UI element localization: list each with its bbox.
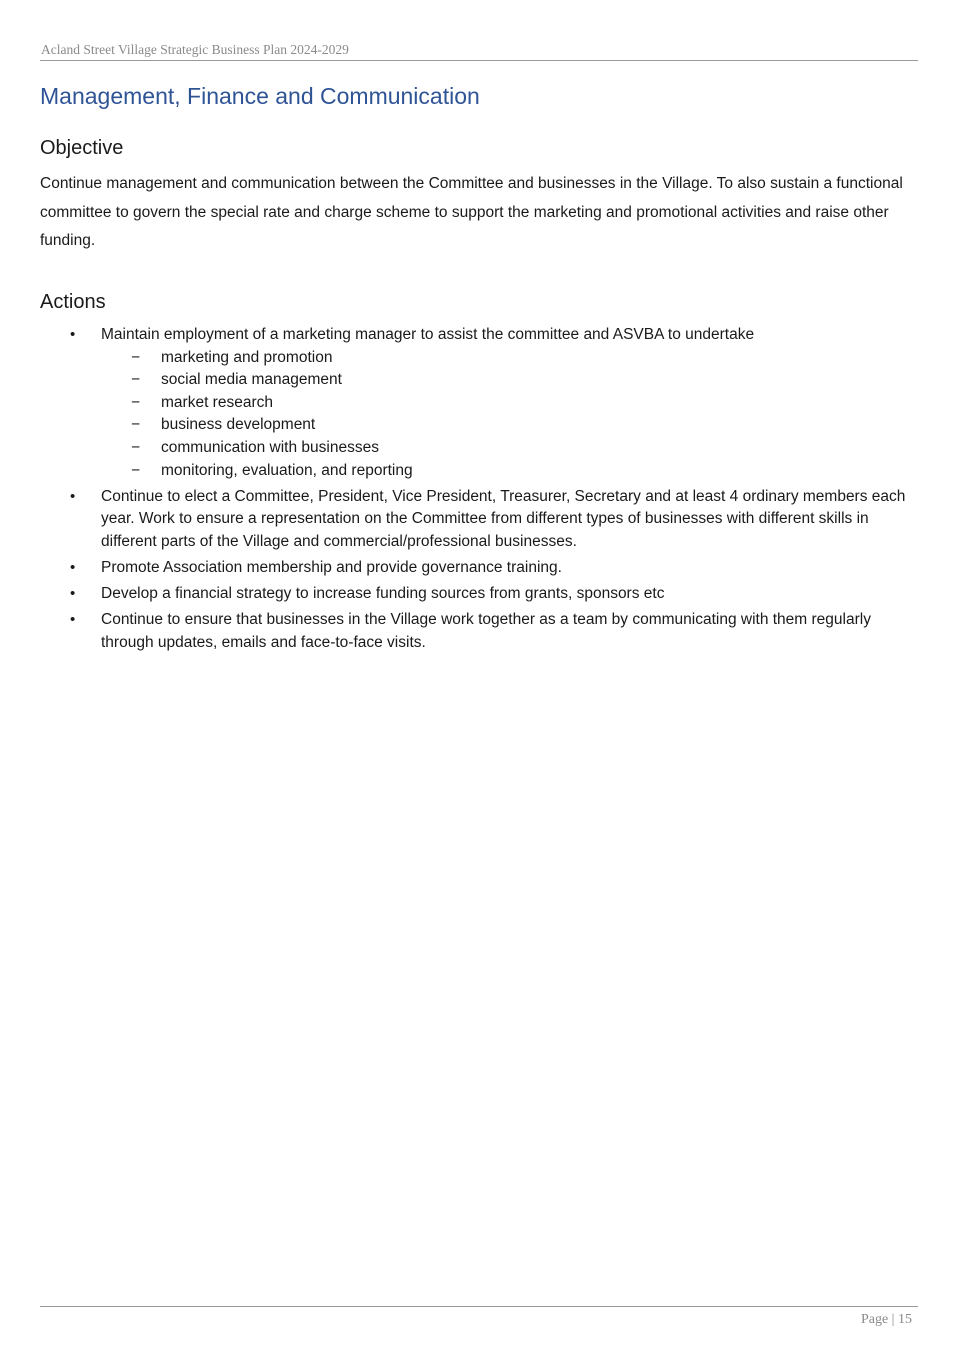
page-footer bbox=[40, 1306, 918, 1327]
bullet-icon: • bbox=[70, 558, 76, 576]
sub-item-text: social media management bbox=[161, 371, 342, 389]
dash-icon: − bbox=[131, 438, 141, 456]
bullet-icon: • bbox=[70, 487, 76, 505]
action-text: Continue to ensure that businesses in the Village work together as a team by communicating with them regularly through updates, emails and face-to-face visits. bbox=[101, 611, 871, 651]
action-item-marketing-manager bbox=[40, 324, 910, 482]
actions-heading: Actions bbox=[40, 291, 106, 313]
action-item-membership-training bbox=[40, 557, 910, 580]
bullet-icon: • bbox=[70, 611, 76, 629]
dash-icon: − bbox=[131, 393, 141, 411]
action-item-teamwork-communication bbox=[40, 609, 910, 654]
sub-item-text: communication with businesses bbox=[161, 438, 379, 456]
sub-list-item bbox=[101, 392, 910, 415]
dash-icon: − bbox=[131, 416, 141, 434]
running-header-title: Acland Street Village Strategic Business Plan 2024-2029 bbox=[41, 42, 349, 57]
sub-item-text: business development bbox=[161, 416, 316, 434]
bullet-icon: • bbox=[70, 326, 76, 343]
action-item-elect-committee bbox=[40, 486, 910, 554]
sub-list-item bbox=[101, 437, 910, 460]
action-text: Maintain employment of a marketing manager to assist the committee and ASVBA to undertake bbox=[101, 326, 755, 343]
action-item-financial-strategy bbox=[40, 583, 910, 606]
dash-icon: − bbox=[131, 371, 141, 389]
sub-item-text: marketing and promotion bbox=[161, 348, 333, 366]
action-text: Continue to elect a Committee, President, Vice President, Treasurer, Secretary and at least 4 ordinary members each year. Work to ensure a representation on the Committee from different types of businesses with different skills in different parts of the Village and commercial/professional businesses. bbox=[101, 487, 906, 550]
actions-list bbox=[40, 324, 910, 658]
page-header bbox=[40, 42, 918, 61]
objective-heading: Objective bbox=[40, 137, 124, 159]
sub-list-item bbox=[101, 347, 910, 370]
sub-list-item bbox=[101, 369, 910, 392]
sub-list-item bbox=[101, 460, 910, 483]
bullet-icon: • bbox=[70, 585, 76, 603]
marketing-manager-tasks-list bbox=[101, 347, 910, 483]
page-number: Page | 15 bbox=[860, 1312, 912, 1327]
objective-paragraph: Continue management and communication between the Committee and businesses in the Village. To also sustain a functional committee to govern the special rate and charge scheme to support the marketing and promotional activities and raise other funding. bbox=[40, 175, 903, 250]
dash-icon: − bbox=[131, 348, 141, 366]
sub-item-text: market research bbox=[161, 393, 273, 411]
sub-item-text: monitoring, evaluation, and reporting bbox=[161, 461, 413, 479]
sub-list-item bbox=[101, 414, 910, 437]
action-text: Develop a financial strategy to increase funding sources from grants, sponsors etc bbox=[101, 585, 665, 603]
action-text: Promote Association membership and provide governance training. bbox=[101, 558, 562, 576]
dash-icon: − bbox=[131, 461, 141, 479]
section-title: Management, Finance and Communication bbox=[40, 83, 480, 109]
